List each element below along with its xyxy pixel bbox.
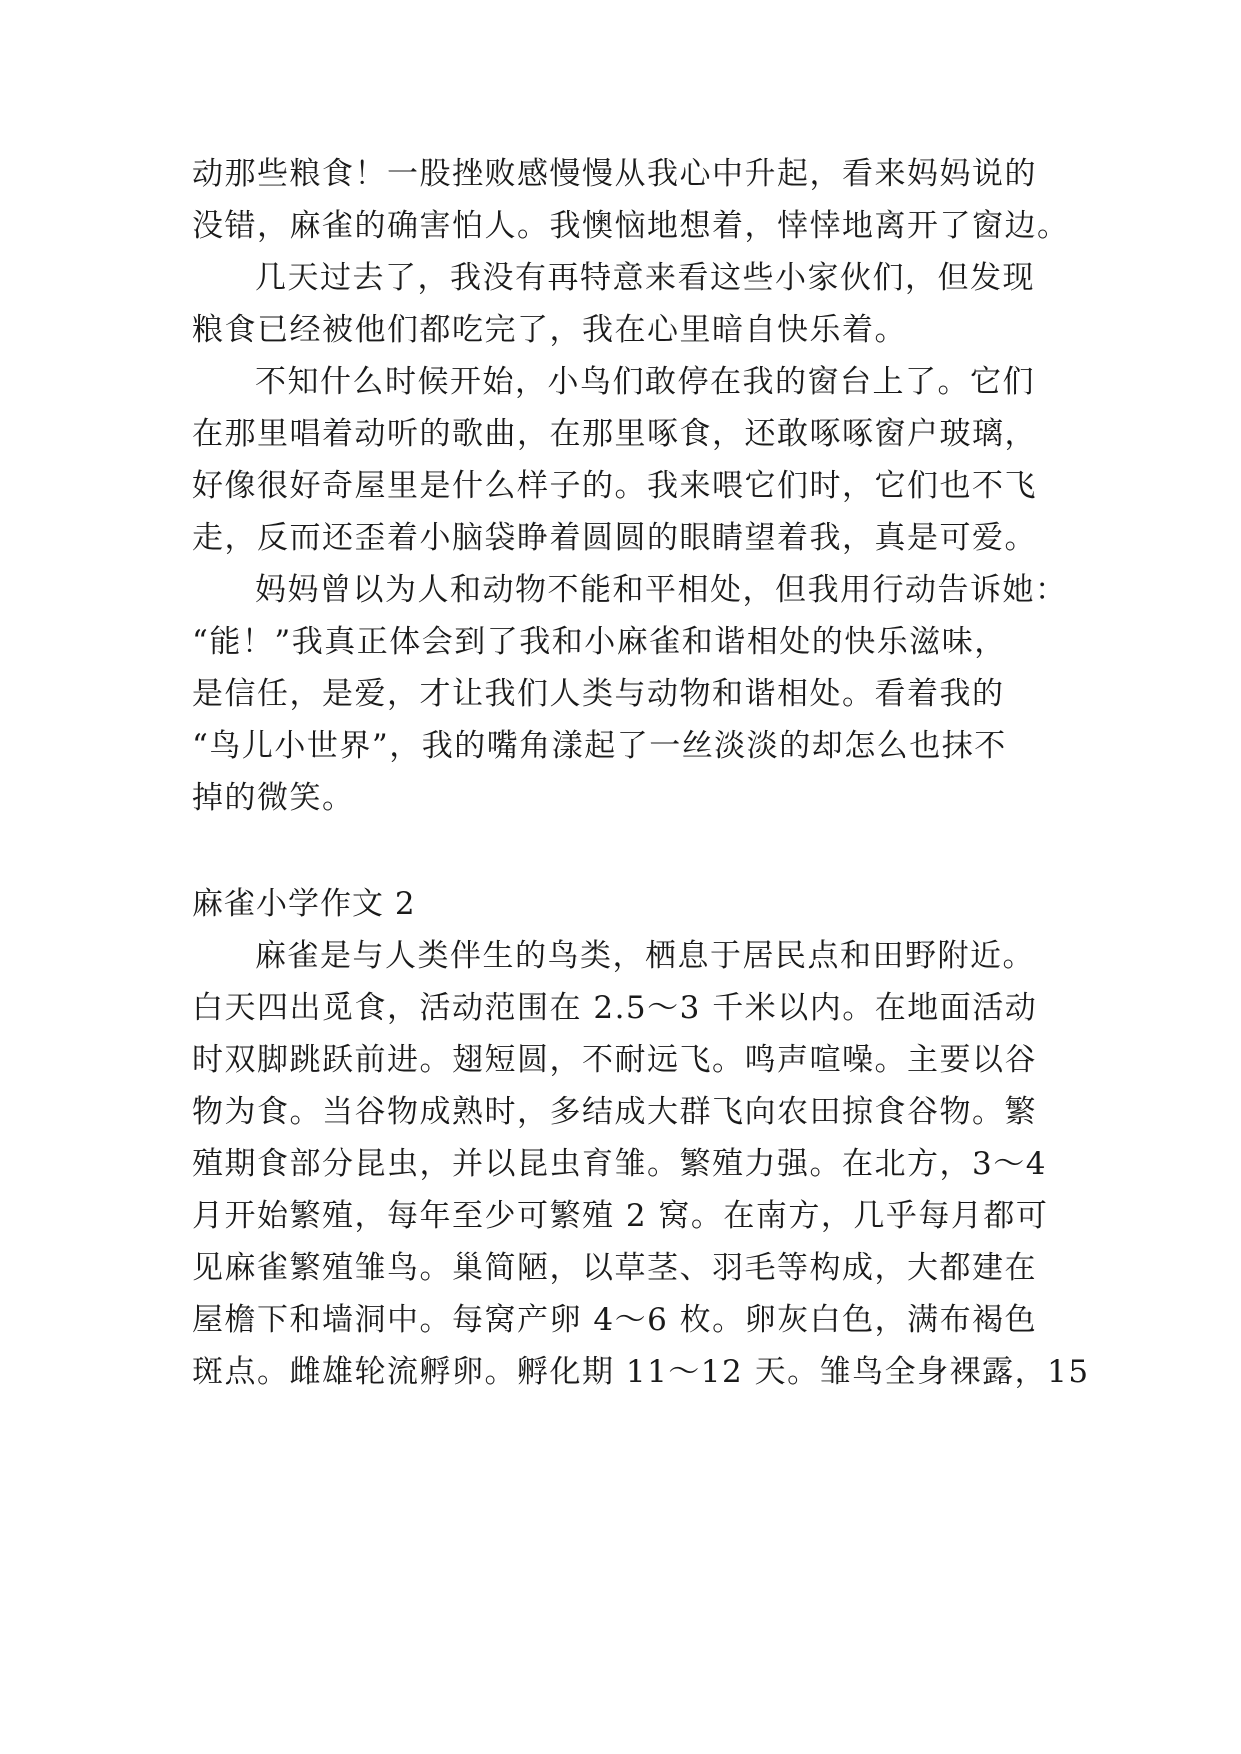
text-line: 在那里唱着动听的歌曲，在那里啄食，还敢啄啄窗户玻璃， <box>192 416 1037 452</box>
text-line: 是信任，是爱，才让我们人类与动物和谐相处。看着我的 <box>192 676 1005 712</box>
text-line: 走，反而还歪着小脑袋睁着圆圆的眼睛望着我，真是可爱。 <box>192 520 1037 556</box>
text-line: 殖期食部分昆虫，并以昆虫育雏。繁殖力强。在北方，3～4 <box>192 1146 1047 1182</box>
paragraph-start-line: 不知什么时候开始，小鸟们敢停在我的窗台上了。它们 <box>255 364 1035 400</box>
paragraph-start-line: 妈妈曾以为人和动物不能和平相处，但我用行动告诉她： <box>255 572 1068 608</box>
text-line: 屋檐下和墙洞中。每窝产卵 4～6 枚。卵灰白色，满布褐色 <box>192 1302 1038 1338</box>
paragraph-start-line: 几天过去了，我没有再特意来看这些小家伙们，但发现 <box>255 260 1035 296</box>
text-line: 月开始繁殖，每年至少可繁殖 2 窝。在南方，几乎每月都可 <box>192 1198 1049 1234</box>
text-line: 白天四出觅食，活动范围在 2.5～3 千米以内。在地面活动 <box>192 990 1038 1026</box>
text-line: 没错，麻雀的确害怕人。我懊恼地想着，悻悻地离开了窗边。 <box>192 208 1070 244</box>
text-line: 粮食已经被他们都吃完了，我在心里暗自快乐着。 <box>192 312 907 348</box>
text-line: 掉的微笑。 <box>192 780 355 816</box>
text-line: 动那些粮食！一股挫败感慢慢从我心中升起，看来妈妈说的 <box>192 156 1037 192</box>
section-heading: 麻雀小学作文 2 <box>192 886 416 922</box>
text-line: “能！”我真正体会到了我和小麻雀和谐相处的快乐滋味， <box>192 624 1007 660</box>
text-line: 物为食。当谷物成熟时，多结成大群飞向农田掠食谷物。繁 <box>192 1094 1037 1130</box>
text-line: 见麻雀繁殖雏鸟。巢简陋，以草茎、羽毛等构成，大都建在 <box>192 1250 1037 1286</box>
paragraph-start-line: 麻雀是与人类伴生的鸟类，栖息于居民点和田野附近。 <box>255 938 1035 974</box>
text-line: “鸟儿小世界”，我的嘴角漾起了一丝淡淡的却怎么也抹不 <box>192 728 1007 764</box>
text-line: 斑点。雌雄轮流孵卵。孵化期 11～12 天。雏鸟全身裸露，15 <box>192 1354 1090 1390</box>
text-line: 时双脚跳跃前进。翅短圆，不耐远飞。鸣声喧噪。主要以谷 <box>192 1042 1037 1078</box>
text-line: 好像很好奇屋里是什么样子的。我来喂它们时，它们也不飞 <box>192 468 1037 504</box>
